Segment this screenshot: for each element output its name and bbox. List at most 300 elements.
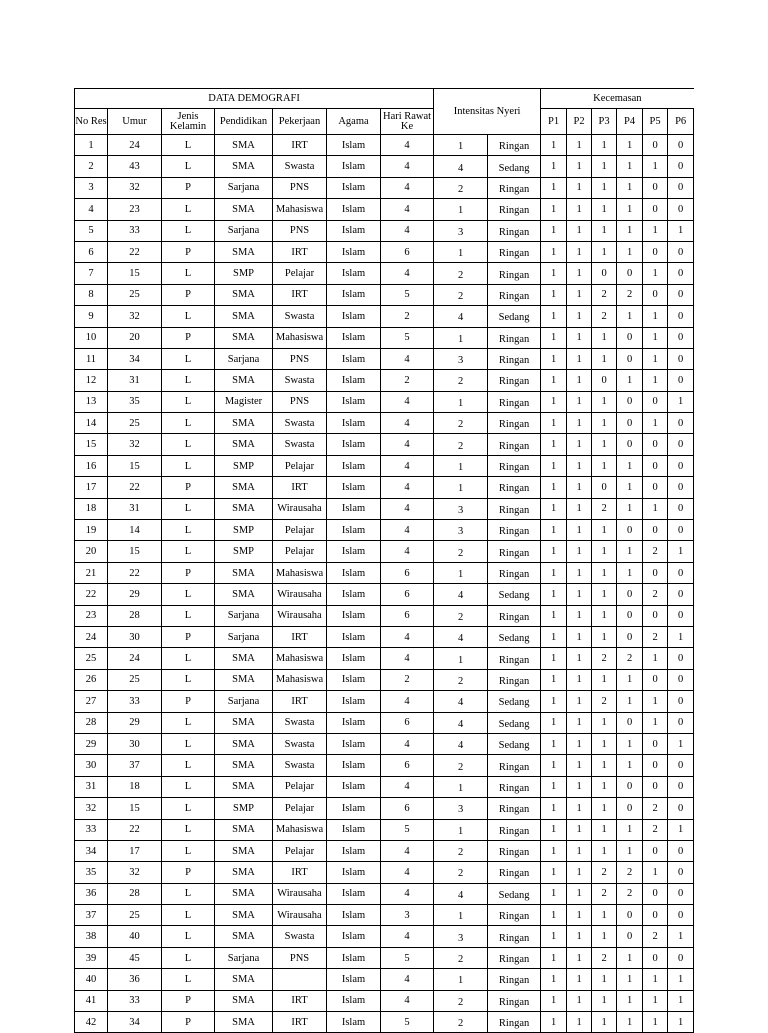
- cell-hari-rawat: 5: [381, 327, 434, 348]
- cell-p4: 0: [617, 263, 643, 284]
- cell-nyeri-skor: 2: [434, 1012, 488, 1033]
- cell-p2: 1: [567, 648, 592, 669]
- table-row: [75, 562, 694, 583]
- cell-p1: 1: [541, 199, 567, 220]
- cell-pendidikan: Sarjana: [215, 605, 273, 626]
- cell-p2: 1: [567, 584, 592, 605]
- cell-pendidikan: SMA: [215, 776, 273, 797]
- cell-p1: 1: [541, 156, 567, 177]
- cell-p6: 0: [668, 862, 694, 883]
- cell-pekerjaan: Swasta: [273, 712, 327, 733]
- cell-umur: 30: [108, 733, 162, 754]
- table-row: [75, 712, 694, 733]
- cell-no-res: 31: [75, 776, 108, 797]
- cell-pekerjaan: Wirausaha: [273, 605, 327, 626]
- cell-p4: 0: [617, 776, 643, 797]
- cell-nyeri-kategori: Ringan: [488, 327, 541, 348]
- cell-p1: 1: [541, 477, 567, 498]
- cell-no-res: 2: [75, 156, 108, 177]
- cell-pekerjaan: Swasta: [273, 156, 327, 177]
- cell-umur: 29: [108, 712, 162, 733]
- cell-p3: 1: [592, 135, 617, 156]
- cell-pekerjaan: Swasta: [273, 413, 327, 434]
- cell-pekerjaan: Mahasiswa: [273, 648, 327, 669]
- cell-p4: 1: [617, 220, 643, 241]
- cell-nyeri-skor: 4: [434, 883, 488, 904]
- cell-p3: 1: [592, 626, 617, 647]
- cell-p6: 1: [668, 541, 694, 562]
- cell-nyeri-kategori: Ringan: [488, 241, 541, 262]
- cell-umur: 32: [108, 434, 162, 455]
- cell-hari-rawat: 6: [381, 755, 434, 776]
- cell-p5: 0: [643, 391, 668, 412]
- cell-jenis-kelamin: L: [162, 755, 215, 776]
- cell-p4: 1: [617, 819, 643, 840]
- table-row: [75, 819, 694, 840]
- cell-nyeri-kategori: Ringan: [488, 798, 541, 819]
- cell-p3: 1: [592, 776, 617, 797]
- cell-pekerjaan: Swasta: [273, 306, 327, 327]
- cell-pekerjaan: Pelajar: [273, 776, 327, 797]
- cell-p6: 0: [668, 477, 694, 498]
- cell-p4: 0: [617, 605, 643, 626]
- cell-pekerjaan: PNS: [273, 391, 327, 412]
- cell-pekerjaan: Pelajar: [273, 455, 327, 476]
- cell-nyeri-skor: 2: [434, 413, 488, 434]
- cell-p3: 2: [592, 862, 617, 883]
- cell-p1: 1: [541, 177, 567, 198]
- cell-pekerjaan: Pelajar: [273, 263, 327, 284]
- cell-p2: 1: [567, 220, 592, 241]
- cell-nyeri-kategori: Sedang: [488, 883, 541, 904]
- cell-p1: 1: [541, 135, 567, 156]
- cell-nyeri-skor: 2: [434, 605, 488, 626]
- cell-p3: 1: [592, 605, 617, 626]
- table-row: [75, 905, 694, 926]
- cell-pendidikan: SMA: [215, 498, 273, 519]
- table-row: [75, 220, 694, 241]
- cell-umur: 15: [108, 798, 162, 819]
- cell-p1: 1: [541, 434, 567, 455]
- cell-p4: 1: [617, 370, 643, 391]
- cell-p4: 1: [617, 755, 643, 776]
- cell-nyeri-kategori: Ringan: [488, 284, 541, 305]
- cell-nyeri-skor: 2: [434, 755, 488, 776]
- cell-p5: 2: [643, 541, 668, 562]
- cell-pekerjaan: Pelajar: [273, 798, 327, 819]
- cell-pekerjaan: Pelajar: [273, 840, 327, 861]
- table-row: [75, 840, 694, 861]
- cell-p5: 1: [643, 327, 668, 348]
- cell-hari-rawat: 2: [381, 306, 434, 327]
- col-header-p6: P6: [668, 109, 694, 135]
- cell-hari-rawat: 4: [381, 348, 434, 369]
- cell-p5: 0: [643, 477, 668, 498]
- cell-p3: 1: [592, 969, 617, 990]
- cell-jenis-kelamin: L: [162, 306, 215, 327]
- cell-hari-rawat: 5: [381, 947, 434, 968]
- cell-agama: Islam: [327, 691, 381, 712]
- cell-p5: 1: [643, 712, 668, 733]
- cell-pendidikan: SMP: [215, 541, 273, 562]
- cell-p5: 0: [643, 905, 668, 926]
- cell-p2: 1: [567, 712, 592, 733]
- cell-no-res: 22: [75, 584, 108, 605]
- cell-no-res: 39: [75, 947, 108, 968]
- table-row: [75, 455, 694, 476]
- cell-pendidikan: Sarjana: [215, 177, 273, 198]
- cell-nyeri-kategori: Sedang: [488, 584, 541, 605]
- cell-p2: 1: [567, 626, 592, 647]
- cell-agama: Islam: [327, 840, 381, 861]
- cell-p2: 1: [567, 669, 592, 690]
- cell-no-res: 35: [75, 862, 108, 883]
- cell-pendidikan: Sarjana: [215, 348, 273, 369]
- header-kecemasan: Kecemasan: [541, 89, 694, 109]
- cell-nyeri-skor: 1: [434, 776, 488, 797]
- cell-agama: Islam: [327, 370, 381, 391]
- cell-pendidikan: Sarjana: [215, 626, 273, 647]
- cell-p5: 1: [643, 648, 668, 669]
- cell-nyeri-skor: 4: [434, 584, 488, 605]
- col-header-p3: P3: [592, 109, 617, 135]
- cell-jenis-kelamin: L: [162, 648, 215, 669]
- cell-nyeri-kategori: Ringan: [488, 434, 541, 455]
- cell-agama: Islam: [327, 562, 381, 583]
- cell-umur: 18: [108, 776, 162, 797]
- cell-no-res: 41: [75, 990, 108, 1011]
- cell-p2: 1: [567, 455, 592, 476]
- cell-pekerjaan: PNS: [273, 947, 327, 968]
- cell-p6: 0: [668, 306, 694, 327]
- col-header-umur: Umur: [108, 109, 162, 135]
- cell-pendidikan: SMP: [215, 520, 273, 541]
- cell-umur: 45: [108, 947, 162, 968]
- cell-jenis-kelamin: L: [162, 669, 215, 690]
- cell-hari-rawat: 4: [381, 391, 434, 412]
- cell-nyeri-skor: 3: [434, 520, 488, 541]
- cell-umur: 15: [108, 263, 162, 284]
- cell-no-res: 14: [75, 413, 108, 434]
- cell-nyeri-skor: 1: [434, 648, 488, 669]
- cell-jenis-kelamin: L: [162, 712, 215, 733]
- cell-hari-rawat: 4: [381, 434, 434, 455]
- cell-p4: 1: [617, 477, 643, 498]
- cell-p6: 0: [668, 905, 694, 926]
- cell-p1: 1: [541, 712, 567, 733]
- cell-umur: 32: [108, 306, 162, 327]
- cell-p4: 1: [617, 840, 643, 861]
- cell-p4: 1: [617, 541, 643, 562]
- cell-p6: 1: [668, 969, 694, 990]
- cell-pendidikan: Sarjana: [215, 947, 273, 968]
- cell-pekerjaan: Wirausaha: [273, 584, 327, 605]
- cell-p2: 1: [567, 177, 592, 198]
- cell-p6: 0: [668, 241, 694, 262]
- cell-pekerjaan: PNS: [273, 177, 327, 198]
- cell-p5: 0: [643, 562, 668, 583]
- cell-p6: 0: [668, 605, 694, 626]
- cell-pekerjaan: IRT: [273, 626, 327, 647]
- cell-p4: 1: [617, 733, 643, 754]
- cell-p3: 1: [592, 926, 617, 947]
- cell-agama: Islam: [327, 798, 381, 819]
- cell-jenis-kelamin: P: [162, 626, 215, 647]
- cell-hari-rawat: 6: [381, 712, 434, 733]
- cell-no-res: 3: [75, 177, 108, 198]
- cell-agama: Islam: [327, 733, 381, 754]
- cell-p1: 1: [541, 648, 567, 669]
- cell-nyeri-kategori: Sedang: [488, 626, 541, 647]
- cell-umur: 20: [108, 327, 162, 348]
- cell-jenis-kelamin: P: [162, 1012, 215, 1033]
- cell-p5: 0: [643, 733, 668, 754]
- cell-pekerjaan: [273, 969, 327, 990]
- cell-umur: 31: [108, 370, 162, 391]
- cell-p5: 0: [643, 947, 668, 968]
- cell-agama: Islam: [327, 648, 381, 669]
- cell-p2: 1: [567, 199, 592, 220]
- cell-nyeri-skor: 3: [434, 220, 488, 241]
- cell-pekerjaan: Swasta: [273, 434, 327, 455]
- cell-pendidikan: SMA: [215, 434, 273, 455]
- cell-jenis-kelamin: L: [162, 348, 215, 369]
- cell-nyeri-kategori: Sedang: [488, 691, 541, 712]
- cell-p3: 1: [592, 1012, 617, 1033]
- table-row: [75, 391, 694, 412]
- cell-nyeri-skor: 2: [434, 434, 488, 455]
- cell-p4: 0: [617, 348, 643, 369]
- cell-pekerjaan: IRT: [273, 862, 327, 883]
- cell-jenis-kelamin: P: [162, 862, 215, 883]
- cell-agama: Islam: [327, 156, 381, 177]
- cell-p3: 2: [592, 306, 617, 327]
- table-row: [75, 541, 694, 562]
- table-row: [75, 434, 694, 455]
- cell-p5: 1: [643, 1012, 668, 1033]
- cell-p1: 1: [541, 947, 567, 968]
- col-header-p2: P2: [567, 109, 592, 135]
- cell-jenis-kelamin: L: [162, 541, 215, 562]
- cell-no-res: 18: [75, 498, 108, 519]
- cell-agama: Islam: [327, 177, 381, 198]
- cell-pendidikan: SMA: [215, 584, 273, 605]
- cell-jenis-kelamin: L: [162, 156, 215, 177]
- table-row: [75, 883, 694, 904]
- cell-hari-rawat: 4: [381, 541, 434, 562]
- cell-agama: Islam: [327, 905, 381, 926]
- cell-p4: 1: [617, 199, 643, 220]
- cell-pekerjaan: PNS: [273, 348, 327, 369]
- cell-p3: 2: [592, 284, 617, 305]
- cell-agama: Islam: [327, 306, 381, 327]
- cell-p4: 0: [617, 712, 643, 733]
- cell-p3: 1: [592, 712, 617, 733]
- cell-agama: Islam: [327, 862, 381, 883]
- cell-pendidikan: SMA: [215, 819, 273, 840]
- cell-p4: 0: [617, 413, 643, 434]
- cell-no-res: 8: [75, 284, 108, 305]
- table-row: [75, 327, 694, 348]
- cell-nyeri-skor: 2: [434, 541, 488, 562]
- cell-no-res: 29: [75, 733, 108, 754]
- cell-p5: 0: [643, 135, 668, 156]
- cell-p4: 2: [617, 862, 643, 883]
- cell-p2: 1: [567, 947, 592, 968]
- cell-p3: 1: [592, 220, 617, 241]
- cell-nyeri-kategori: Ringan: [488, 947, 541, 968]
- cell-agama: Islam: [327, 455, 381, 476]
- table-row: [75, 776, 694, 797]
- table-row: [75, 306, 694, 327]
- cell-p3: 1: [592, 327, 617, 348]
- cell-p4: 1: [617, 669, 643, 690]
- cell-p6: 1: [668, 220, 694, 241]
- cell-p3: 1: [592, 755, 617, 776]
- table-row: [75, 520, 694, 541]
- cell-no-res: 4: [75, 199, 108, 220]
- cell-p1: 1: [541, 263, 567, 284]
- cell-agama: Islam: [327, 241, 381, 262]
- cell-umur: 17: [108, 840, 162, 861]
- cell-p6: 0: [668, 669, 694, 690]
- cell-pendidikan: SMA: [215, 840, 273, 861]
- cell-p4: 1: [617, 177, 643, 198]
- cell-p1: 1: [541, 391, 567, 412]
- cell-p6: 0: [668, 348, 694, 369]
- cell-agama: Islam: [327, 969, 381, 990]
- cell-nyeri-skor: 2: [434, 177, 488, 198]
- cell-hari-rawat: 6: [381, 798, 434, 819]
- cell-p5: 0: [643, 284, 668, 305]
- cell-p4: 0: [617, 926, 643, 947]
- cell-umur: 33: [108, 990, 162, 1011]
- cell-p6: 0: [668, 434, 694, 455]
- cell-nyeri-skor: 1: [434, 477, 488, 498]
- cell-agama: Islam: [327, 883, 381, 904]
- cell-umur: 31: [108, 498, 162, 519]
- cell-p3: 1: [592, 990, 617, 1011]
- cell-p1: 1: [541, 370, 567, 391]
- cell-pendidikan: SMA: [215, 648, 273, 669]
- cell-p6: 0: [668, 840, 694, 861]
- cell-pendidikan: SMA: [215, 284, 273, 305]
- table-row: [75, 990, 694, 1011]
- cell-pekerjaan: IRT: [273, 241, 327, 262]
- cell-p2: 1: [567, 883, 592, 904]
- cell-p3: 2: [592, 498, 617, 519]
- cell-p3: 1: [592, 199, 617, 220]
- cell-p1: 1: [541, 455, 567, 476]
- cell-pekerjaan: Pelajar: [273, 541, 327, 562]
- cell-p6: 0: [668, 370, 694, 391]
- cell-pekerjaan: Swasta: [273, 370, 327, 391]
- cell-p5: 2: [643, 798, 668, 819]
- cell-p2: 1: [567, 156, 592, 177]
- cell-pekerjaan: PNS: [273, 220, 327, 241]
- cell-p2: 1: [567, 755, 592, 776]
- cell-p3: 0: [592, 263, 617, 284]
- cell-nyeri-skor: 2: [434, 669, 488, 690]
- cell-agama: Islam: [327, 263, 381, 284]
- cell-p2: 1: [567, 733, 592, 754]
- cell-no-res: 7: [75, 263, 108, 284]
- cell-p5: 0: [643, 883, 668, 904]
- table-row: [75, 348, 694, 369]
- cell-p1: 1: [541, 284, 567, 305]
- cell-nyeri-skor: 1: [434, 905, 488, 926]
- cell-p6: 0: [668, 327, 694, 348]
- data-table: [74, 88, 694, 1033]
- cell-nyeri-kategori: Ringan: [488, 455, 541, 476]
- cell-p5: 1: [643, 220, 668, 241]
- cell-p6: 0: [668, 498, 694, 519]
- cell-p6: 0: [668, 520, 694, 541]
- cell-umur: 14: [108, 520, 162, 541]
- cell-jenis-kelamin: L: [162, 947, 215, 968]
- cell-agama: Islam: [327, 819, 381, 840]
- cell-p1: 1: [541, 755, 567, 776]
- cell-umur: 35: [108, 391, 162, 412]
- cell-nyeri-kategori: Ringan: [488, 520, 541, 541]
- cell-agama: Islam: [327, 413, 381, 434]
- cell-no-res: 17: [75, 477, 108, 498]
- cell-no-res: 30: [75, 755, 108, 776]
- cell-jenis-kelamin: L: [162, 455, 215, 476]
- cell-nyeri-skor: 3: [434, 498, 488, 519]
- cell-umur: 28: [108, 883, 162, 904]
- cell-pendidikan: SMA: [215, 327, 273, 348]
- cell-p6: 0: [668, 798, 694, 819]
- cell-p5: 1: [643, 306, 668, 327]
- cell-p5: 1: [643, 156, 668, 177]
- cell-p3: 2: [592, 691, 617, 712]
- cell-agama: Islam: [327, 199, 381, 220]
- cell-nyeri-kategori: Ringan: [488, 477, 541, 498]
- cell-pekerjaan: Mahasiswa: [273, 669, 327, 690]
- cell-p5: 1: [643, 691, 668, 712]
- cell-p3: 1: [592, 520, 617, 541]
- cell-nyeri-kategori: Ringan: [488, 905, 541, 926]
- cell-no-res: 37: [75, 905, 108, 926]
- cell-p1: 1: [541, 327, 567, 348]
- cell-p2: 1: [567, 520, 592, 541]
- cell-p3: 1: [592, 798, 617, 819]
- cell-hari-rawat: 4: [381, 199, 434, 220]
- cell-p4: 0: [617, 798, 643, 819]
- cell-nyeri-kategori: Ringan: [488, 819, 541, 840]
- cell-jenis-kelamin: P: [162, 177, 215, 198]
- cell-nyeri-kategori: Ringan: [488, 776, 541, 797]
- cell-p3: 0: [592, 370, 617, 391]
- table-row: [75, 284, 694, 305]
- cell-agama: Islam: [327, 520, 381, 541]
- cell-hari-rawat: 4: [381, 220, 434, 241]
- cell-hari-rawat: 2: [381, 669, 434, 690]
- cell-pendidikan: SMA: [215, 755, 273, 776]
- cell-jenis-kelamin: L: [162, 413, 215, 434]
- cell-jenis-kelamin: L: [162, 263, 215, 284]
- cell-pendidikan: SMA: [215, 905, 273, 926]
- cell-p6: 0: [668, 263, 694, 284]
- cell-nyeri-skor: 4: [434, 306, 488, 327]
- cell-p5: 0: [643, 455, 668, 476]
- table-row: [75, 1012, 694, 1033]
- cell-p6: 0: [668, 455, 694, 476]
- cell-pekerjaan: IRT: [273, 135, 327, 156]
- cell-p4: 0: [617, 434, 643, 455]
- cell-pendidikan: SMA: [215, 969, 273, 990]
